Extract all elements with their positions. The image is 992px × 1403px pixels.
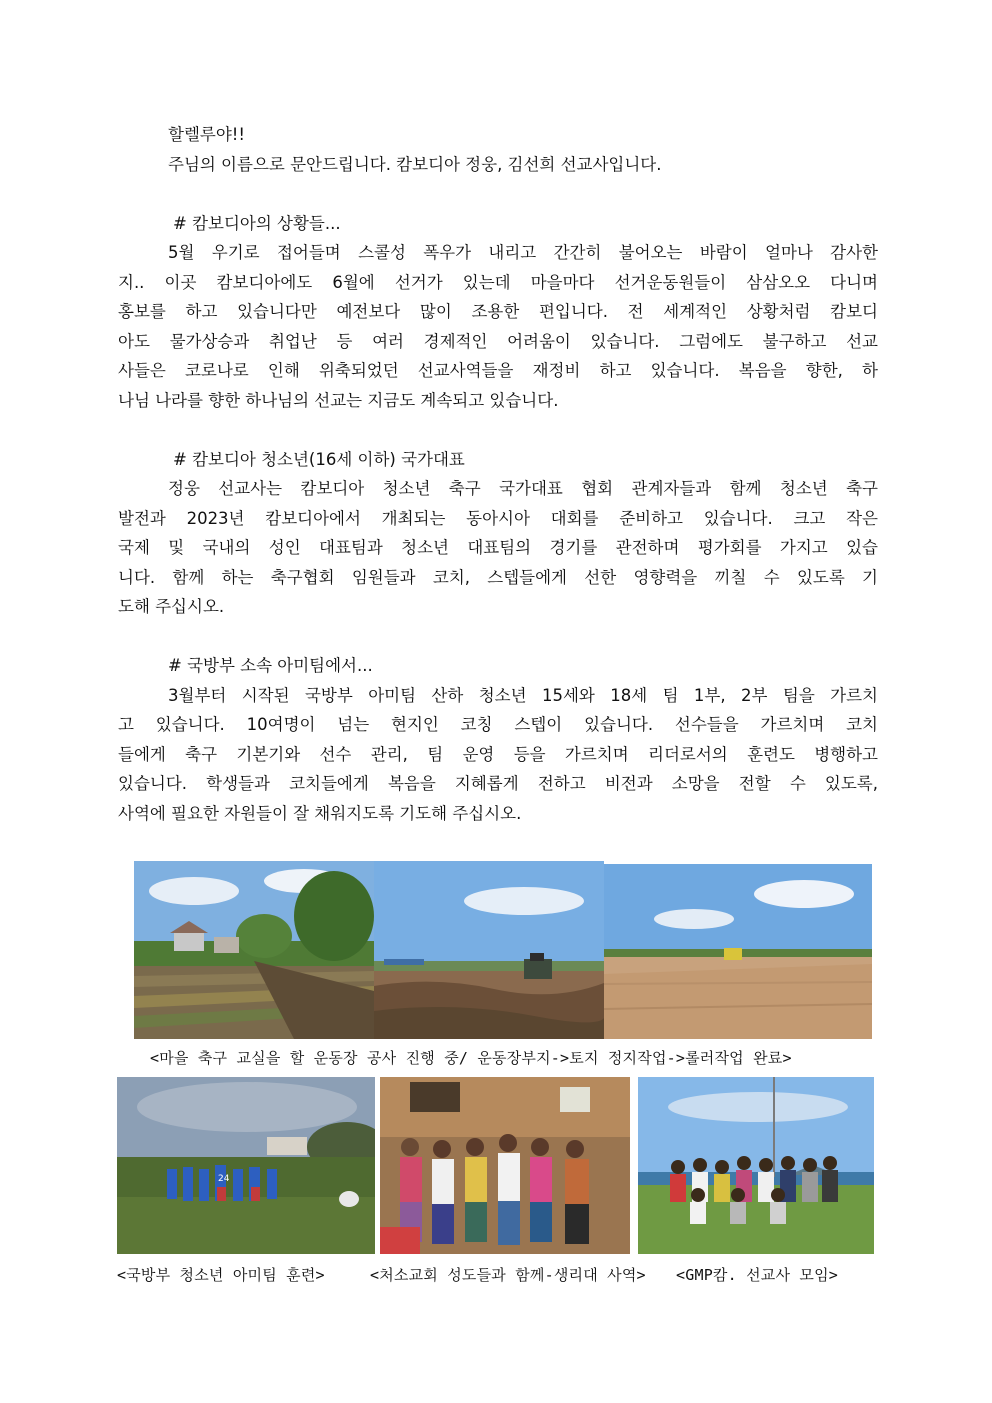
photo-army-team-training	[117, 1077, 375, 1254]
caption-gmp-missionary-meeting: <GMP캄. 선교사 모임>	[676, 1266, 838, 1284]
paragraph-line: 정웅 선교사는 캄보디아 청소년 축구 국가대표 협회 관계자들과 함께 청소년 축구	[168, 479, 878, 498]
paragraph-line: 5월 우기로 접어들며 스콜성 폭우가 내리고 간간히 불어오는 바람이 얼마나 감사한	[168, 243, 878, 262]
caption-church-sanitary-pad-ministry: <처소교회 성도들과 함께-생리대 사역>	[370, 1266, 646, 1284]
paragraph-line: 들에게 축구 기본기와 선수 관리, 팀 운영 등을 가르치며 리더로서의 훈련도 병행하고	[118, 744, 878, 764]
photo-land-grading	[374, 861, 604, 1039]
section-heading-army-team: # 국방부 소속 아미팀에서...	[168, 656, 373, 675]
paragraph-line: 아도 물가상승과 취업난 등 여러 경제적인 어려움이 있습니다. 그럼에도 불구하고 선교	[118, 331, 878, 351]
photo-rolled-field	[604, 864, 872, 1039]
letter-body	[118, 120, 878, 828]
paragraph-line: 지.. 이곳 캄보디아에도 6월에 선거가 있는데 마을마다 선거운동원들이 삼삼오오 다니며	[118, 272, 878, 292]
caption-army-training: <국방부 청소년 아미팀 훈련>	[117, 1266, 325, 1284]
greeting: 할렐루야!!	[168, 125, 245, 144]
paragraph-line: 사들은 코로나로 인해 위축되었던 선교사역들을 재정비 하고 있습니다. 복음을 향한, 하	[118, 361, 878, 380]
paragraph-line: 니다. 함께 하는 축구협회 임원들과 코치, 스텝들에게 선한 영향력을 끼칠 수 있도록 기	[118, 567, 878, 587]
paragraph-line: 사역에 필요한 자원들이 잘 채워지도록 기도해 주십시오.	[118, 803, 522, 823]
section-heading-youth-team: # 캄보디아 청소년(16세 이하) 국가대표	[173, 449, 465, 469]
paragraph-line: 나님 나라를 향한 하나님의 선교는 지금도 계속되고 있습니다.	[118, 390, 559, 410]
intro-line: 주님의 이름으로 문안드립니다. 캄보디아 정웅, 김선희 선교사입니다.	[168, 154, 662, 174]
section-heading-situation: # 캄보디아의 상황들...	[173, 213, 341, 233]
jersey-number: 24	[218, 1174, 230, 1184]
photo-missionary-meeting	[638, 1077, 874, 1254]
paragraph-line: 있습니다. 학생들과 코치들에게 복음을 지혜롭게 전하고 비전과 소망을 전할 수 있도록,	[118, 774, 878, 793]
paragraph-line: 고 있습니다. 10여명이 넘는 현지인 코칭 스텝이 있습니다. 선수들을 가르치며 코치	[118, 715, 878, 734]
paragraph-line: 발전과 2023년 캄보디아에서 개최되는 동아시아 대회를 준비하고 있습니다. 크고 작은	[118, 508, 878, 528]
paragraph-line: 홍보를 하고 있습니다만 예전보다 많이 조용한 편입니다. 전 세계적인 상황처럼 캄보디	[118, 302, 878, 321]
paragraph-line: 국제 및 국내의 성인 대표팀과 청소년 대표팀의 경기를 관전하며 평가회를 가지고 있습	[118, 538, 878, 557]
caption-field-construction: <마을 축구 교실을 할 운동장 공사 진행 중/ 운동장부지->토지 정지작업->롤러작업 완료>	[150, 1049, 792, 1067]
paragraph-line: 3월부터 시작된 국방부 아미팀 산하 청소년 15세와 18세 팀 1부, 2부 팀을 가르치	[168, 685, 878, 705]
photo-village-field-site	[134, 861, 374, 1039]
paragraph-line: 도해 주십시오.	[118, 597, 225, 616]
photo-church-members	[380, 1077, 630, 1254]
